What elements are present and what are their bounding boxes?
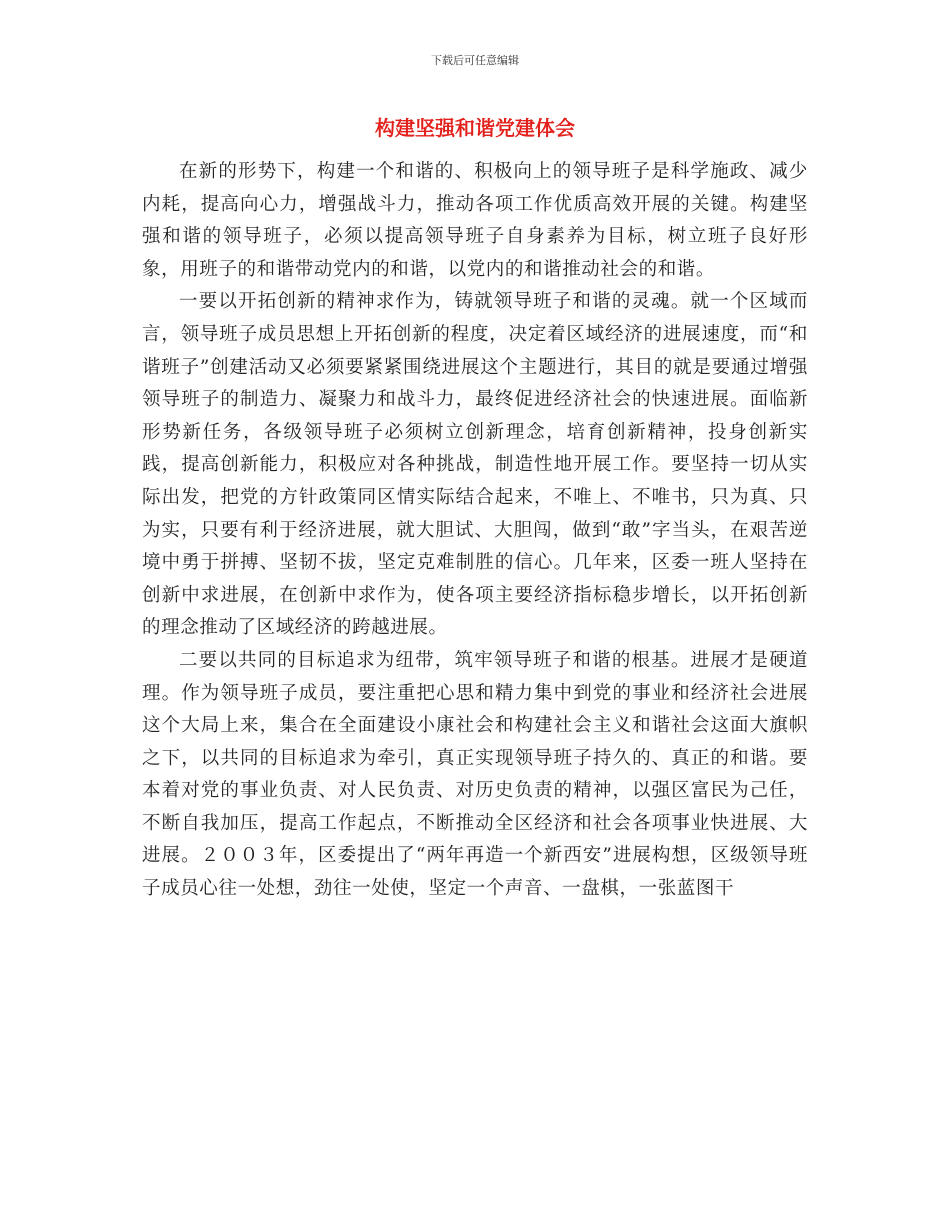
page-header-note: 下载后可任意编辑 — [431, 54, 519, 67]
paragraph-intro: 在新的形势下，构建一个和谐的、积极向上的领导班子是科学施政、减少内耗，提高向心力，增强战斗力，推动各项工作优质高效开展的关键。构建坚强和谐的领导班子，必须以提高领导班子自身素养为目标，树立班子良好形象，用班子的和谐带动党内的和谐，以党内的和谐推动社会的和谐。 — [142, 161, 808, 280]
paragraph-innovation: 一要以开拓创新的精神求作为，铸就领导班子和谐的灵魂。就一个区域而言，领导班子成员思想上开拓创新的程度，决定着区域经济的进展速度，而“和谐班子”创建活动又必须要紧紧围绕进展这个主题进行，其目的就是要通过增强领导班子的制造力、凝聚力和战斗力，最终促进经济社会的快速进展。面临新形势新任务，各级领导班子必须树立创新理念，培育创新精神，投身创新实践，提高创新能力，积极应对各种挑战，制造性地开展工作。要坚持一切从实际出发，把党的方针政策同区情实际结合起来，不唯上、不唯书，只为真、只为实，只要有利于经济进展，就大胆试、大胆闯，做到“敢”字当头，在艰苦逆境中勇于拼搏、坚韧不拔，坚定克难制胜的信心。几年来，区委一班人坚持在创新中求进展，在创新中求作为，使各项主要经济指标稳步增长，以开拓创新的理念推动了区域经济的跨越进展。 — [142, 291, 808, 639]
document-body — [142, 156, 808, 906]
document-title: 构建坚强和谐党建体会 — [375, 116, 575, 140]
paragraph-common-goal: 二要以共同的目标追求为纽带，筑牢领导班子和谐的根基。进展才是硬道理。作为领导班子成员，要注重把心思和精力集中到党的事业和经济社会进展这个大局上来，集合在全面建设小康社会和构建社会主义和谐社会这面大旗帜之下，以共同的目标追求为牵引，真正实现领导班子持久的、真正的和谐。要本着对党的事业负责、对人民负责、对历史负责的精神，以强区富民为己任，不断自我加压，提高工作起点，不断推动全区经济和社会各项事业快进展、大进展。２００３年，区委提出了“两年再造一个新西安”进展构想，区级领导班子成员心往一处想，劲往一处使，坚定一个声音、一盘棋，一张蓝图干 — [142, 649, 808, 900]
